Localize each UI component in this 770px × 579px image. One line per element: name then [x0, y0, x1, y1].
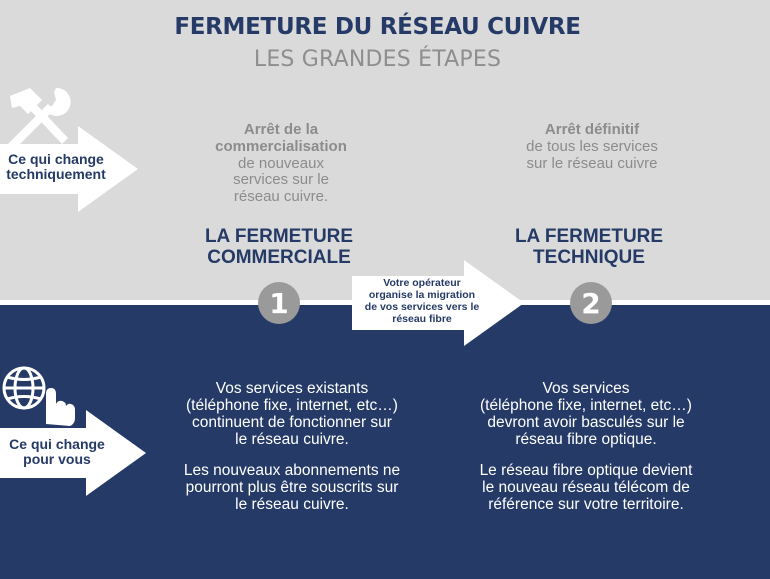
row-label-users-line1: Ce qui change [9, 436, 105, 452]
step2-number-badge: 2 [570, 282, 612, 324]
step1-users-text [164, 380, 420, 527]
step2-users-text [458, 380, 714, 527]
step2-desc-3: sur le réseau cuivre [526, 154, 658, 172]
page-subtitle: LES GRANDES ÉTAPES [253, 47, 502, 72]
step1-desc-bold-1: Arrêt de la [243, 121, 319, 138]
step2-desc-bold-1: Arrêt définitif [544, 121, 640, 138]
row-label-arrow-users [0, 410, 146, 496]
step1-users-paragraph2: Les nouveaux abonnements ne pourront plus être souscrits sur le réseau cuivre. [183, 462, 401, 514]
step1-title-line2: COMMERCIALE [207, 246, 351, 268]
step1-desc-4: services sur le [233, 171, 329, 189]
row-label-technique-line2: techniquement [6, 166, 106, 183]
step2-title-line1: LA FERMETURE [514, 226, 664, 247]
step1-users-paragraph1: Vos services existants (téléphone fixe, internet, etc…) continuent de fonctionner sur le réseau cuivre. [186, 380, 398, 449]
step1-desc-5: réseau cuivre. [233, 188, 329, 206]
step1-title-line1: LA FERMETURE [204, 226, 354, 247]
step2-description [496, 122, 688, 172]
row-label-technique-line1: Ce qui change [8, 151, 104, 167]
step1-title [182, 227, 376, 268]
transition-line4: réseau fibre [392, 312, 452, 325]
step1-desc-3: de nouveaux [238, 154, 324, 172]
transition-line2: organise la migration [368, 288, 476, 301]
step1-description [190, 122, 372, 206]
step2-title-line2: TECHNIQUE [533, 246, 645, 268]
page-title: FERMETURE DU RÉSEAU CUIVRE [174, 14, 581, 40]
step2-desc-2: de tous les services [526, 137, 658, 155]
step2-users-paragraph1: Vos services (téléphone fixe, internet, etc…) devront avoir basculés sur le réseau fibre optique. [480, 380, 692, 449]
row-label-users-line2: pour vous [23, 451, 91, 468]
transition-arrow [352, 260, 524, 346]
step1-desc-bold-2: commercialisation [215, 137, 347, 155]
row-label-arrow-technique [0, 126, 138, 212]
transition-line3: de vos services vers le [364, 300, 480, 313]
transition-line1: Votre opérateur [383, 277, 461, 289]
step2-users-paragraph2: Le réseau fibre optique devient le nouveau réseau télécom de référence sur votre territoire. [479, 462, 693, 514]
step1-number-badge: 1 [258, 282, 300, 324]
